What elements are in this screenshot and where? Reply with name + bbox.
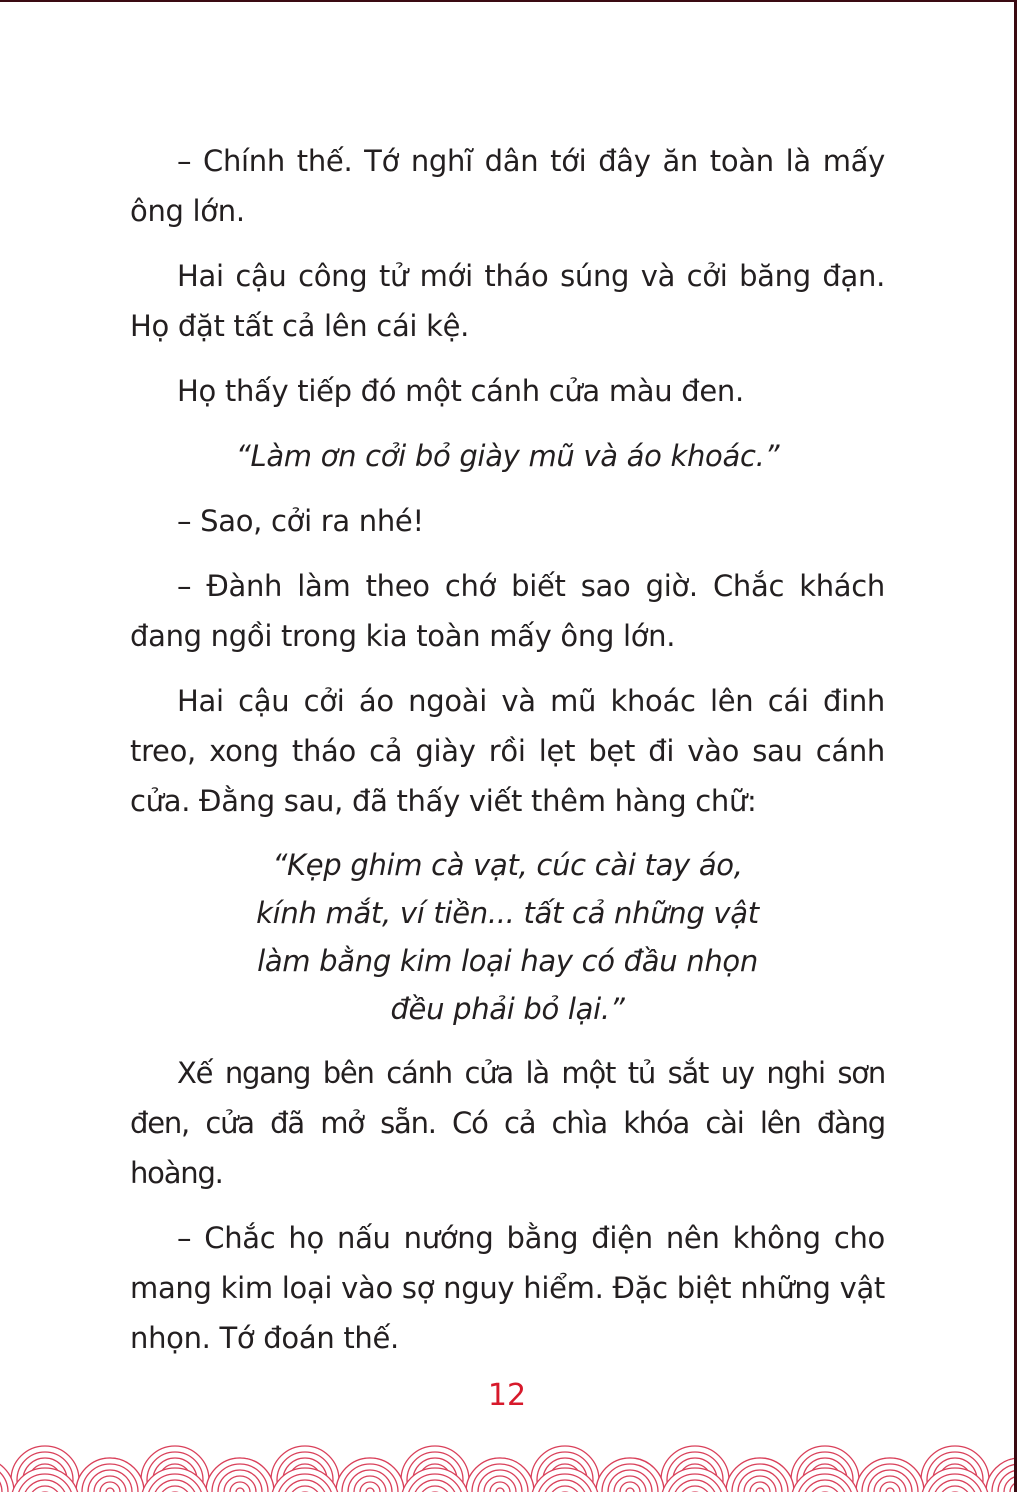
wave-arc bbox=[986, 1458, 1014, 1492]
paragraph: Hai cậu cởi áo ngoài và mũ khoác lên cái đinh treo, xong tháo cả giày rồi lẹt bẹt đi vào sau cánh cửa. Đằng sau, đã thấy viết thêm hàng chữ: bbox=[130, 684, 885, 818]
paragraph: Họ thấy tiếp đó một cánh cửa màu đen. bbox=[177, 374, 744, 408]
sign-verse bbox=[130, 841, 885, 1033]
body-text bbox=[130, 136, 885, 1378]
wave-pattern-decoration bbox=[0, 1430, 1014, 1492]
paragraph: – Chắc họ nấu nướng bằng điện nên không cho mang kim loại vào sợ nguy hiểm. Đặc biệt những vật nhọn. Tớ đoán thế. bbox=[130, 1221, 885, 1355]
paragraph: Hai cậu công tử mới tháo súng và cởi băng đạn. Họ đặt tất cả lên cái kệ. bbox=[130, 259, 885, 343]
paragraph: Xế ngang bên cánh cửa là một tủ sắt uy nghi sơn đen, cửa đã mở sẵn. Có cả chìa khóa cài lên đàng hoàng. bbox=[130, 1056, 885, 1190]
paragraph: – Chính thế. Tớ nghĩ dân tới đây ăn toàn là mấy ông lớn. bbox=[130, 144, 885, 228]
wave-arc bbox=[596, 1458, 664, 1492]
wave-arc bbox=[206, 1458, 274, 1492]
paragraph: – Đành làm theo chớ biết sao giờ. Chắc khách đang ngồi trong kia toàn mấy ông lớn. bbox=[130, 569, 885, 653]
page-number: 12 bbox=[487, 1378, 527, 1413]
wave-arc bbox=[336, 1458, 404, 1492]
wave-arc bbox=[726, 1458, 794, 1492]
verse-line: làm bằng kim loại hay có đầu nhọn bbox=[257, 944, 758, 978]
verse-line: kính mắt, ví tiền... tất cả những vật bbox=[256, 896, 759, 930]
sign-quote: “Làm ơn cởi bỏ giày mũ và áo khoác.” bbox=[235, 439, 780, 473]
wave-arc bbox=[76, 1458, 144, 1492]
wave-arc bbox=[856, 1458, 924, 1492]
paragraph: – Sao, cởi ra nhé! bbox=[177, 504, 424, 538]
wave-arc bbox=[466, 1458, 534, 1492]
verse-line: đều phải bỏ lại.” bbox=[390, 992, 625, 1026]
verse-line: “Kẹp ghim cà vạt, cúc cài tay áo, bbox=[272, 848, 743, 882]
